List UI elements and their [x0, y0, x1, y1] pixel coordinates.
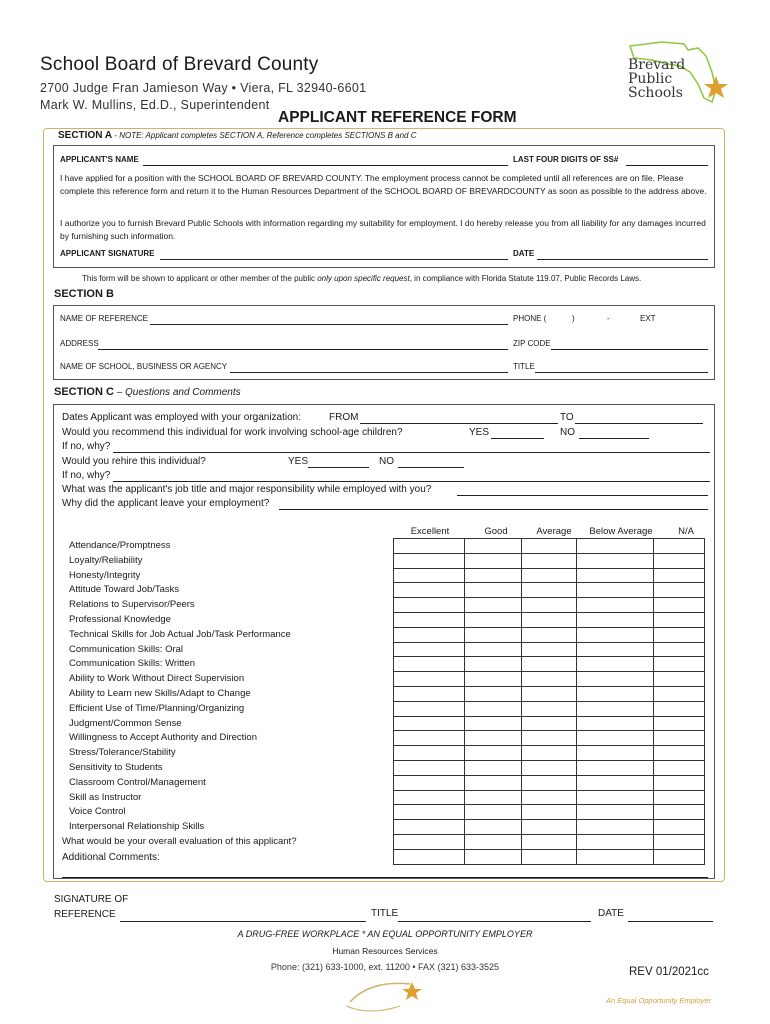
rating-cell[interactable] — [394, 731, 465, 746]
applicant-signature-field[interactable] — [160, 259, 508, 260]
reference-date-field[interactable] — [628, 921, 713, 922]
rating-row — [394, 553, 705, 568]
rating-cell[interactable] — [465, 612, 522, 627]
rating-cell[interactable] — [577, 834, 654, 849]
section-a-note: - NOTE: Applicant completes SECTION A, Reference completes SECTIONS B and C — [112, 131, 417, 140]
rating-cell[interactable] — [577, 553, 654, 568]
rating-cell[interactable] — [394, 672, 465, 687]
rehire-yes-label: YES — [288, 456, 309, 467]
rehire-why-label: If no, why? — [62, 470, 111, 481]
rating-cell[interactable] — [465, 686, 522, 701]
rating-cell[interactable] — [465, 716, 522, 731]
rating-cell[interactable] — [522, 672, 577, 687]
rating-cell[interactable] — [577, 760, 654, 775]
rating-cell[interactable] — [522, 790, 577, 805]
criterion-label: What would be your overall evaluation of this applicant? — [62, 836, 297, 847]
rating-cell[interactable] — [654, 686, 705, 701]
hr-phone-fax: Phone: (321) 633-1000, ext. 11200 • FAX (321) 633-3525 — [270, 962, 500, 972]
rating-cell[interactable] — [577, 583, 654, 598]
rating-cell[interactable] — [522, 686, 577, 701]
rating-cell[interactable] — [577, 790, 654, 805]
rehire-no-label: NO — [379, 456, 394, 467]
rating-row — [394, 701, 705, 716]
section-c-subtitle: – Questions and Comments — [113, 387, 241, 398]
revision-code: REV 01/2021cc — [629, 966, 709, 978]
rating-cell[interactable] — [522, 568, 577, 583]
criterion-label: Sensitivity to Students — [69, 762, 163, 773]
rating-cell[interactable] — [522, 760, 577, 775]
rating-cell[interactable] — [465, 820, 522, 835]
rating-cell[interactable] — [577, 805, 654, 820]
org-address: 2700 Judge Fran Jamieson Way • Viera, FL 32940-6601 — [40, 81, 367, 95]
zip-field[interactable] — [551, 349, 708, 350]
notice-italic: only upon specific request — [317, 274, 410, 283]
rating-row — [394, 790, 705, 805]
rating-row — [394, 686, 705, 701]
rating-cell[interactable] — [465, 746, 522, 761]
rating-cell[interactable] — [654, 598, 705, 613]
col-na: N/A — [678, 526, 694, 537]
phone-field[interactable] — [550, 324, 708, 325]
rating-cell[interactable] — [577, 672, 654, 687]
rating-cell[interactable] — [522, 746, 577, 761]
rating-cell[interactable] — [577, 820, 654, 835]
applicant-name-field[interactable] — [143, 165, 508, 166]
rating-cell[interactable] — [522, 539, 577, 554]
logo-line-1: Brevard — [628, 57, 686, 73]
form-title: APPLICANT REFERENCE FORM — [278, 109, 517, 126]
q-rehire: Would you rehire this individual? — [62, 456, 206, 467]
q-dates: Dates Applicant was employed with your organization: — [62, 412, 302, 423]
reference-title-field[interactable] — [398, 921, 591, 922]
logo-line-3: Schools — [628, 85, 683, 101]
rating-cell[interactable] — [654, 583, 705, 598]
rating-cell[interactable] — [654, 627, 705, 642]
address-label: ADDRESS — [60, 339, 99, 348]
from-label: FROM — [329, 412, 359, 423]
rating-cell[interactable] — [394, 539, 465, 554]
rating-cell[interactable] — [394, 642, 465, 657]
rating-cell[interactable] — [577, 642, 654, 657]
zip-label: ZIP CODE — [513, 339, 551, 348]
criterion-label: Judgment/Common Sense — [69, 717, 182, 729]
footer-swoosh — [340, 972, 430, 1016]
title-label: TITLE — [513, 362, 535, 371]
rating-cell[interactable] — [577, 731, 654, 746]
section-a-paragraph-2: I authorize you to furnish Brevard Public Schools with information regarding my suitability for employment. I do hereby release you from all liability for any damages incurred by furnishing such information. — [60, 218, 706, 241]
additional-comments-field[interactable] — [62, 877, 708, 878]
rating-row — [394, 672, 705, 687]
rating-cell[interactable] — [465, 568, 522, 583]
rating-cell[interactable] — [654, 716, 705, 731]
criterion-label: Attitude Toward Job/Tasks — [69, 584, 180, 596]
logo-text — [628, 58, 685, 100]
to-field[interactable] — [575, 423, 703, 424]
notice-post: , in compliance with Florida Statute 119.07, Public Records Laws. — [409, 274, 642, 283]
rating-cell[interactable] — [654, 701, 705, 716]
recommend-no-label: NO — [560, 427, 575, 438]
rating-cell[interactable] — [465, 849, 522, 864]
rating-cell[interactable] — [654, 657, 705, 672]
brevard-logo — [618, 38, 738, 110]
rating-cell[interactable] — [522, 701, 577, 716]
rehire-yes-field[interactable] — [308, 467, 369, 468]
sig-label-line-1: SIGNATURE OF — [54, 894, 129, 905]
rating-cell[interactable] — [577, 598, 654, 613]
criterion-label: Ability to Work Without Direct Supervision — [69, 673, 245, 685]
ext-label: EXT — [640, 314, 656, 323]
criterion-label: Interpersonal Relationship Skills — [69, 821, 205, 833]
section-c-heading — [54, 386, 241, 398]
criterion-label: Technical Skills for Job Actual Job/Task Performance — [69, 628, 291, 640]
phone-paren: ) — [572, 314, 575, 323]
rating-cell[interactable] — [577, 627, 654, 642]
address-field[interactable] — [98, 349, 508, 350]
rating-cell[interactable] — [654, 746, 705, 761]
sig-label-line-2: REFERENCE — [54, 909, 116, 920]
criterion-label: Communication Skills: Oral — [69, 643, 184, 655]
rehire-why-field[interactable] — [113, 481, 710, 482]
rating-cell[interactable] — [465, 598, 522, 613]
rating-cell[interactable] — [394, 820, 465, 835]
rating-cell[interactable] — [577, 539, 654, 554]
rating-row — [394, 820, 705, 835]
criterion-label: Communication Skills: Written — [69, 658, 196, 670]
job-title-field[interactable] — [457, 495, 708, 496]
ssn-field[interactable] — [626, 165, 708, 166]
rehire-no-field[interactable] — [398, 467, 464, 468]
rating-cell[interactable] — [654, 612, 705, 627]
rating-cell[interactable] — [577, 701, 654, 716]
rating-cell[interactable] — [465, 672, 522, 687]
rating-row — [394, 598, 705, 613]
criterion-label: Skill as Instructor — [69, 791, 142, 803]
rating-cell[interactable] — [577, 612, 654, 627]
rating-row — [394, 627, 705, 642]
section-a-title: SECTION A — [58, 130, 113, 141]
criterion-label: Willingness to Accept Authority and Direction — [69, 732, 257, 744]
rating-cell[interactable] — [394, 568, 465, 583]
public-records-notice — [82, 274, 641, 283]
reference-name-field[interactable] — [150, 324, 508, 325]
rating-cell[interactable] — [465, 775, 522, 790]
q-recommend: Would you recommend this individual for work involving school-age children? — [62, 427, 403, 438]
rating-cell[interactable] — [394, 834, 465, 849]
rating-row — [394, 849, 705, 864]
section-c-title: SECTION C — [54, 386, 114, 398]
drug-free-statement: A DRUG-FREE WORKPLACE * AN EQUAL OPPORTUNITY EMPLOYER — [237, 929, 533, 939]
q-job-title: What was the applicant's job title and major responsibility while employed with you? — [62, 484, 432, 495]
criterion-label: Classroom Control/Management — [69, 776, 206, 788]
phone-label: PHONE ( — [513, 314, 547, 323]
col-good: Good — [484, 526, 508, 537]
recommend-yes-field[interactable] — [491, 438, 544, 439]
rating-cell[interactable] — [465, 760, 522, 775]
rating-cell[interactable] — [654, 820, 705, 835]
rating-row — [394, 775, 705, 790]
rating-cell[interactable] — [577, 746, 654, 761]
rating-cell[interactable] — [394, 686, 465, 701]
rating-grid — [393, 538, 705, 865]
criterion-label: Ability to Learn new Skills/Adapt to Change — [69, 688, 251, 699]
rating-cell[interactable] — [522, 805, 577, 820]
rating-row — [394, 642, 705, 657]
rating-row — [394, 746, 705, 761]
eoe-tagline: An Equal Opportunity Employer — [606, 996, 712, 1005]
criterion-label: Loyalty/Reliability — [69, 554, 143, 566]
rating-cell[interactable] — [654, 805, 705, 820]
rating-cell[interactable] — [522, 553, 577, 568]
rating-row — [394, 612, 705, 627]
rating-row — [394, 805, 705, 820]
superintendent: Mark W. Mullins, Ed.D., Superintendent — [40, 98, 270, 112]
title-field[interactable] — [535, 372, 708, 373]
recommend-no-field[interactable] — [579, 438, 649, 439]
q-leave: Why did the applicant leave your employment? — [62, 498, 270, 509]
rating-cell[interactable] — [394, 760, 465, 775]
rating-cell[interactable] — [577, 716, 654, 731]
rating-cell[interactable] — [654, 539, 705, 554]
logo-line-2: Public — [628, 71, 673, 87]
recommend-why-label: If no, why? — [62, 441, 111, 452]
rating-row — [394, 731, 705, 746]
rating-cell[interactable] — [465, 657, 522, 672]
rating-cell[interactable] — [465, 790, 522, 805]
rating-cell[interactable] — [394, 612, 465, 627]
rating-row — [394, 760, 705, 775]
rating-cell[interactable] — [394, 553, 465, 568]
rating-cell[interactable] — [394, 790, 465, 805]
rating-row — [394, 583, 705, 598]
rating-cell[interactable] — [522, 775, 577, 790]
criterion-label: Stress/Tolerance/Stability — [69, 747, 176, 759]
rating-cell[interactable] — [654, 553, 705, 568]
rating-cell[interactable] — [654, 834, 705, 849]
rating-cell[interactable] — [654, 775, 705, 790]
school-business-label: NAME OF SCHOOL, BUSINESS OR AGENCY — [60, 362, 228, 371]
rating-row — [394, 568, 705, 583]
criterion-label: Professional Knowledge — [69, 614, 171, 625]
rating-cell[interactable] — [465, 805, 522, 820]
rating-cell[interactable] — [522, 716, 577, 731]
rating-cell[interactable] — [394, 657, 465, 672]
rating-cell[interactable] — [465, 731, 522, 746]
org-name: School Board of Brevard County — [40, 54, 319, 75]
rating-cell[interactable] — [522, 849, 577, 864]
rating-cell[interactable] — [654, 672, 705, 687]
rating-cell[interactable] — [654, 568, 705, 583]
rating-cell[interactable] — [394, 716, 465, 731]
rating-row — [394, 834, 705, 849]
to-label: TO — [560, 412, 574, 423]
section-b-heading: SECTION B — [54, 288, 114, 300]
from-field[interactable] — [360, 423, 558, 424]
section-a-heading — [58, 130, 416, 141]
rating-row — [394, 539, 705, 554]
reference-date-label: DATE — [598, 908, 624, 919]
leave-reason-field[interactable] — [279, 509, 708, 510]
applicant-date-field[interactable] — [537, 259, 708, 260]
rating-cell[interactable] — [465, 539, 522, 554]
rating-cell[interactable] — [654, 760, 705, 775]
rating-cell[interactable] — [394, 627, 465, 642]
col-average: Average — [536, 526, 572, 537]
col-excellent: Excellent — [410, 526, 450, 537]
reference-signature-label — [54, 892, 128, 922]
rating-cell[interactable] — [522, 834, 577, 849]
rating-cell[interactable] — [465, 701, 522, 716]
criterion-label: Honesty/Integrity — [69, 569, 141, 581]
rating-row — [394, 657, 705, 672]
rating-cell[interactable] — [394, 701, 465, 716]
applicant-signature-label: APPLICANT SIGNATURE — [60, 249, 155, 258]
rating-cell[interactable] — [394, 746, 465, 761]
ssn-label: LAST FOUR DIGITS OF SS# — [513, 155, 619, 164]
rating-cell[interactable] — [577, 775, 654, 790]
rating-cell[interactable] — [522, 820, 577, 835]
criterion-label: Relations to Supervisor/Peers — [69, 599, 195, 611]
rating-cell[interactable] — [522, 598, 577, 613]
school-business-field[interactable] — [230, 372, 508, 373]
rating-cell[interactable] — [465, 834, 522, 849]
rating-cell[interactable] — [654, 849, 705, 864]
phone-dash: - — [607, 314, 610, 323]
rating-cell[interactable] — [654, 790, 705, 805]
rating-cell[interactable] — [522, 657, 577, 672]
applicant-name-label: APPLICANT'S NAME — [60, 155, 139, 164]
additional-comments-label: Additional Comments: — [62, 852, 160, 863]
col-below-average: Below Average — [589, 526, 653, 537]
rating-cell[interactable] — [522, 731, 577, 746]
rating-row — [394, 716, 705, 731]
reference-name-label: NAME OF REFERENCE — [60, 314, 149, 323]
rating-cell[interactable] — [654, 731, 705, 746]
rating-cell[interactable] — [577, 657, 654, 672]
star-icon — [704, 76, 728, 98]
rating-cell[interactable] — [394, 598, 465, 613]
criterion-label: Efficient Use of Time/Planning/Organizing — [69, 702, 245, 714]
rating-cell[interactable] — [394, 775, 465, 790]
rating-cell[interactable] — [465, 553, 522, 568]
reference-signature-field[interactable] — [120, 921, 366, 922]
recommend-yes-label: YES — [469, 427, 490, 438]
rating-cell[interactable] — [394, 583, 465, 598]
rating-cell[interactable] — [577, 686, 654, 701]
rating-cell[interactable] — [577, 849, 654, 864]
rating-cell[interactable] — [394, 849, 465, 864]
rating-cell[interactable] — [522, 583, 577, 598]
rating-cell[interactable] — [654, 642, 705, 657]
swoosh-star-icon — [340, 972, 430, 1016]
rating-cell[interactable] — [465, 642, 522, 657]
criterion-label: Voice Control — [69, 806, 126, 818]
reference-title-label: TITLE — [371, 908, 399, 919]
notice-pre: This form will be shown to applicant or other member of the public — [82, 274, 318, 283]
rating-cell[interactable] — [465, 583, 522, 598]
rating-cell[interactable] — [522, 642, 577, 657]
rating-cell[interactable] — [522, 627, 577, 642]
hr-services: Human Resources Services — [332, 946, 438, 956]
rating-cell[interactable] — [577, 568, 654, 583]
rating-cell[interactable] — [465, 627, 522, 642]
recommend-why-field[interactable] — [113, 452, 710, 453]
rating-cell[interactable] — [394, 805, 465, 820]
section-a-paragraph-1: I have applied for a position with the SCHOOL BOARD OF BREVARD COUNTY. The employment process cannot be completed until all references are on file. Please complete this reference form and return it to the Human Resources Department of the SCHOOL BOARD OF BREVARDCOUNTY as soon as possible to the address above. — [60, 173, 707, 196]
rating-cell[interactable] — [522, 612, 577, 627]
criterion-label: Attendance/Promptness — [69, 540, 171, 551]
applicant-date-label: DATE — [513, 249, 535, 258]
